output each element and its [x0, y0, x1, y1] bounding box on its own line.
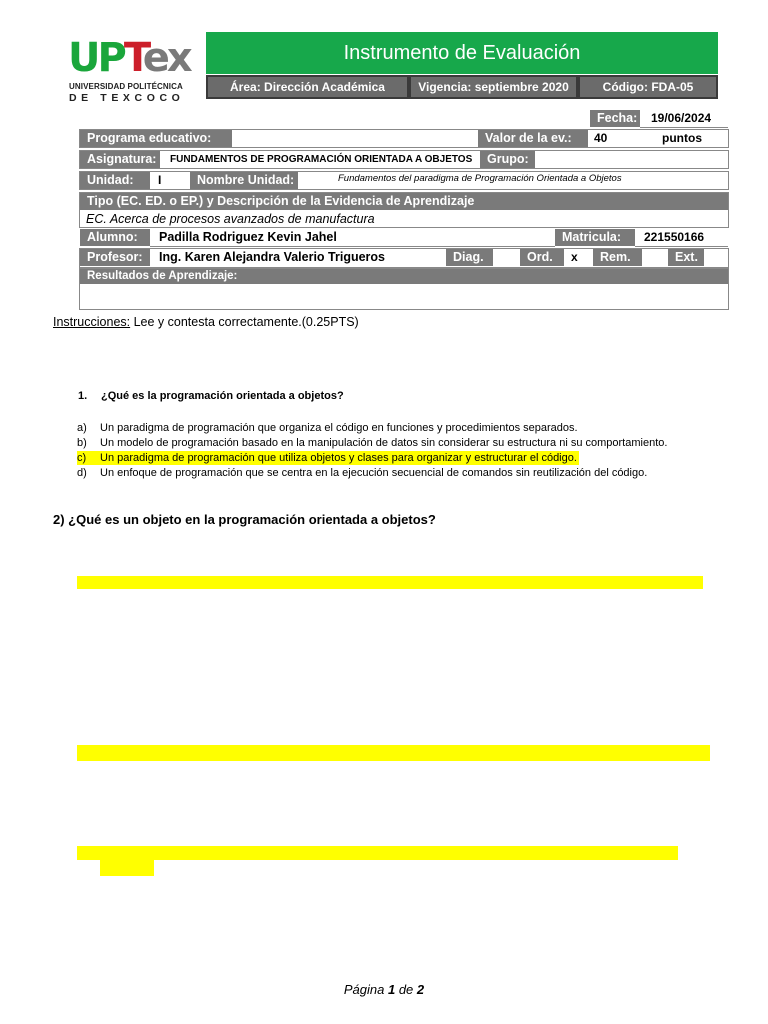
profesor-value: Ing. Karen Alejandra Valerio Trigueros — [159, 250, 385, 264]
question-2: 2) ¿Qué es un objeto en la programación orientada a objetos? — [53, 512, 436, 527]
valor-unit: puntos — [662, 131, 702, 145]
logo-wordmark: UPTex — [68, 35, 190, 81]
document-title: Instrumento de Evaluación — [206, 32, 718, 74]
diag-label: Diag. — [446, 249, 493, 266]
area-cell: Área: Dirección Académica — [206, 75, 409, 99]
question-1 — [78, 390, 344, 402]
unidad-value: I — [158, 173, 162, 187]
ext-label: Ext. — [668, 249, 704, 266]
option-c-selected: c) Un paradigma de programación que utiliza objetos y clases para organizar y estructurar el código. — [77, 452, 577, 464]
highlighted-answer-line — [100, 860, 154, 876]
programa-label: Programa educativo: — [80, 130, 232, 147]
question-1-number: 1. — [78, 390, 88, 402]
logo-university-name: UNIVERSIDAD POLITÉCNICA — [69, 82, 183, 91]
matricula-label: Matricula: — [555, 229, 635, 246]
university-logo — [66, 36, 196, 106]
option-a: a) Un paradigma de programación que organiza el código en funciones y procedimientos separados. — [77, 422, 578, 434]
highlighted-answer-line — [77, 745, 710, 761]
profesor-label: Profesor: — [80, 249, 150, 266]
total-pages: 2 — [416, 982, 425, 997]
valor-value: 40 — [594, 131, 608, 145]
ord-mark: x — [571, 250, 578, 264]
instructions-label: Instrucciones: — [53, 315, 131, 329]
instructions-text: Lee y contesta correctamente.(0.25PTS) — [130, 315, 359, 329]
ord-label: Ord. — [520, 249, 564, 266]
nombre-unidad-value: Fundamentos del paradigma de Programación Orientada a Objetos — [338, 173, 622, 184]
fecha-underline — [640, 127, 728, 128]
alumno-label: Alumno: — [80, 229, 150, 246]
nombre-unidad-label: Nombre Unidad: — [190, 172, 298, 189]
highlighted-answer-line — [77, 576, 703, 589]
option-d: d) Un enfoque de programación que se centra en la ejecución secuencial de comandos sin reutilización del código. — [77, 467, 648, 479]
tipo-label: Tipo (EC. ED. o EP.) y Descripción de la Evidencia de Aprendizaje — [80, 193, 728, 210]
matricula-value: 221550166 — [644, 230, 705, 244]
option-b: b) Un modelo de programación basado en la manipulación de datos sin considerar su estructura ni su comportamiento. — [77, 437, 668, 449]
asignatura-label: Asignatura: — [80, 151, 160, 168]
tipo-value: EC. Acerca de procesos avanzados de manufactura — [86, 212, 375, 226]
logo-city-name: DE TEXCOCO — [69, 92, 185, 104]
vigencia-cell: Vigencia: septiembre 2020 — [409, 75, 578, 99]
alumno-value: Padilla Rodriguez Kevin Jahel — [159, 230, 337, 244]
codigo-cell: Código: FDA-05 — [578, 75, 718, 99]
grupo-label: Grupo: — [480, 151, 535, 168]
matricula-underline — [635, 246, 728, 247]
asignatura-value: FUNDAMENTOS DE PROGRAMACIÓN ORIENTADA A OBJETOS — [170, 154, 473, 165]
instructions — [53, 315, 359, 329]
resultados-label: Resultados de Aprendizaje: — [80, 269, 728, 284]
rem-label: Rem. — [593, 249, 642, 266]
alumno-underline — [150, 246, 555, 247]
fecha-label: Fecha: — [590, 110, 640, 127]
unidad-label: Unidad: — [80, 172, 150, 189]
fecha-value: 19/06/2024 — [651, 111, 712, 125]
question-1-text: ¿Qué es la programación orientada a objetos? — [101, 390, 344, 402]
valor-label: Valor de la ev.: — [478, 130, 588, 147]
page-footer: Página 1 de 2 — [343, 982, 425, 997]
current-page: 1 — [387, 982, 396, 997]
highlighted-answer-line — [77, 846, 678, 860]
